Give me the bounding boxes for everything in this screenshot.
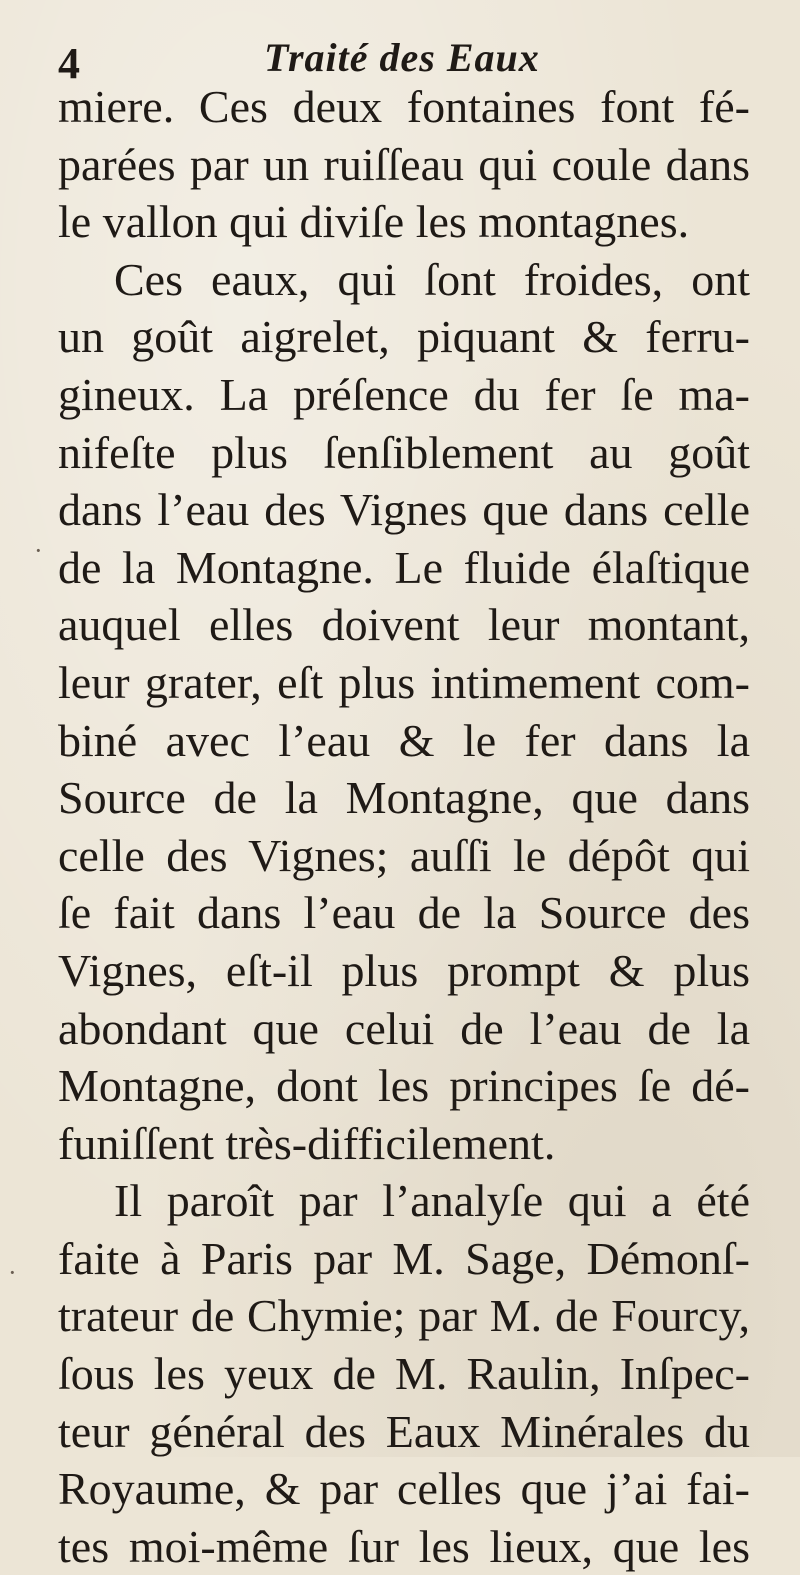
- text-line: Source de la Montagne, que dans: [58, 772, 750, 824]
- body-text: [58, 78, 750, 1575]
- text-line: auquel elles doivent leur montant,: [58, 599, 750, 651]
- text-line: abondant que celui de l’eau de la: [58, 1002, 750, 1054]
- margin-speck: ·: [8, 1258, 17, 1287]
- text-line: tes moi-même ſur les lieux, que les: [58, 1520, 750, 1572]
- text-line: trateur de Chymie; par M. de Fourcy,: [58, 1290, 750, 1342]
- text-line: leur grater, eſt plus intimement com-: [58, 656, 750, 708]
- text-line: gineux. La préſence du fer ſe ma-: [58, 368, 750, 420]
- text-line: nifeſte plus ſenſiblement au goût: [58, 426, 750, 478]
- text-line: Montagne, dont les principes ſe dé-: [58, 1060, 750, 1112]
- running-title: Traité des Eaux: [264, 35, 540, 80]
- text-line: teur général des Eaux Minérales du: [58, 1405, 750, 1457]
- text-line: celle des Vignes; auſſi le dépôt qui: [58, 829, 750, 881]
- text-line: le vallon qui diviſe les montagnes.: [58, 196, 690, 248]
- text-line: Il paroît par l’analyſe qui a été: [114, 1175, 750, 1227]
- text-line: de la Montagne. Le fluide élaſtique: [58, 541, 750, 593]
- text-line: un goût aigrelet, piquant & ferru-: [58, 311, 750, 363]
- text-line: ſe fait dans l’eau de la Source des: [58, 887, 750, 939]
- text-line: Royaume, & par celles que j’ai fai-: [58, 1463, 750, 1515]
- text-line: faite à Paris par M. Sage, Démonſ-: [58, 1232, 750, 1284]
- margin-speck: ·: [34, 536, 43, 565]
- text-line: funiſſent très-difficilement.: [58, 1117, 556, 1169]
- text-line: parées par un ruiſſeau qui coule dans: [58, 138, 750, 190]
- text-line: biné avec l’eau & le fer dans la: [58, 714, 750, 766]
- text-line: ſous les yeux de M. Raulin, Inſpec-: [58, 1348, 750, 1400]
- text-line: Ces eaux, qui ſont froides, ont: [114, 253, 750, 305]
- text-line: Vignes, eſt-il plus prompt & plus: [58, 944, 750, 996]
- text-line: dans l’eau des Vignes que dans celle: [58, 484, 750, 536]
- text-line: miere. Ces deux fontaines font fé-: [58, 81, 750, 132]
- page-number: 4: [58, 39, 80, 88]
